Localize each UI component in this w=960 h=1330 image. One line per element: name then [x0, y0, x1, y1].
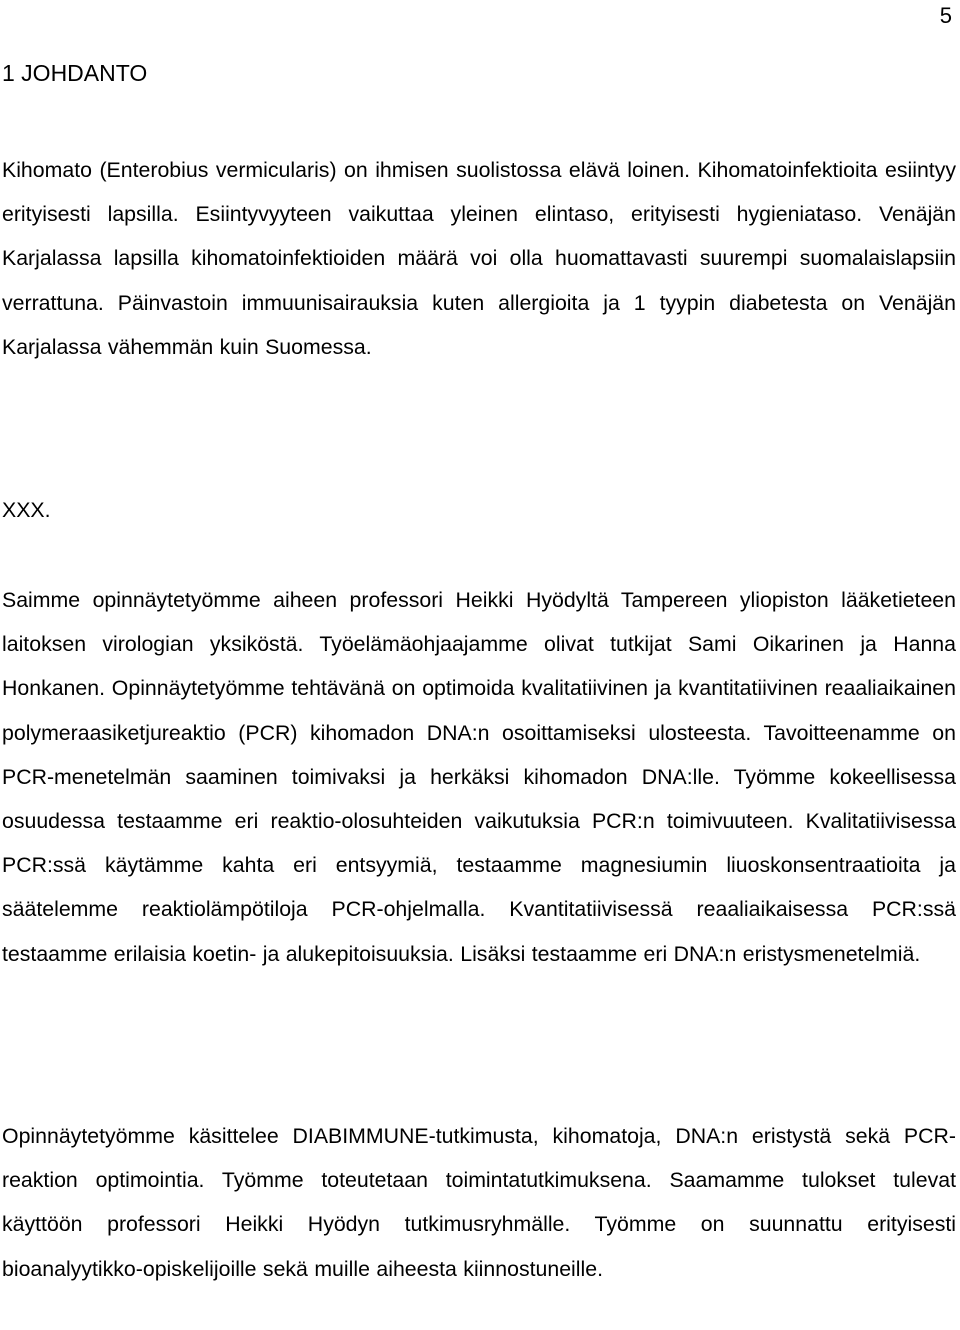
chapter-heading: 1 JOHDANTO — [2, 60, 148, 86]
paragraph-placeholder: XXX. — [2, 498, 51, 522]
paragraph-objectives: Saimme opinnäytetyömme aiheen professori Heikki Hyödyltä Tampereen yliopiston lääketieteen laitoksen virologian yksiköstä. Työelämäohjaajamme olivat tutkijat Sami Oikarinen ja Hanna Honkanen. Opinnäytetyömme tehtävänä on optimoida kvalitatiivinen ja kvantitatiivinen reaaliaikainen polymeraasiketjureaktio (PCR) kihomadon DNA:n osoittamiseksi ulosteesta. Tavoitteenamme on PCR-menetelmän saaminen toimivaksi ja herkäksi kihomadon DNA:lle. Työmme kokeellisessa osuudessa testaamme eri reaktio-olosuhteiden vaikutuksia PCR:n toimivuuteen. Kvalitatiivisessa PCR:ssä käytämme kahta eri entsyymiä, testaamme magnesiumin liuoskonsentraatioita ja säätelemme reaktiolämpötiloja PCR-ohjelmalla. Kvantitatiivisessä reaaliaikaisessa PCR:ssä testaamme erilaisia koetin- ja alukepitoisuuksia. Lisäksi testaamme eri DNA:n eristysmenetelmiä. — [2, 588, 956, 966]
paragraph-introduction: Kihomato (Enterobius vermicularis) on ihmisen suolistossa elävä loinen. Kihomatoinfektioita esiintyy erityisesti lapsilla. Esiintyvyyteen vaikuttaa yleinen elintaso, erityisesti hygieniataso. Venäjän Karjalassa lapsilla kihomatoinfektioiden määrä voi olla huomattavasti suurempi suomalaislapsiin verrattuna. Päinvastoin immuunisairauksia kuten allergioita ja 1 tyypin diabetesta on Venäjän Karjalassa vähemmän kuin Suomessa. — [2, 158, 956, 359]
paragraph-scope: Opinnäytetyömme käsittelee DIABIMMUNE-tutkimusta, kihomatoja, DNA:n eristystä sekä PCR-reaktion optimointia. Työmme toteutetaan toimintatutkimuksena. Saamamme tulokset tulevat käyttöön professori Heikki Hyödyn tutkimusryhmälle. Työmme on suunnattu erityisesti bioanalyytikko-opiskelijoille sekä muille aiheesta kiinnostuneille. — [2, 1124, 956, 1281]
page-number: 5 — [939, 3, 952, 28]
